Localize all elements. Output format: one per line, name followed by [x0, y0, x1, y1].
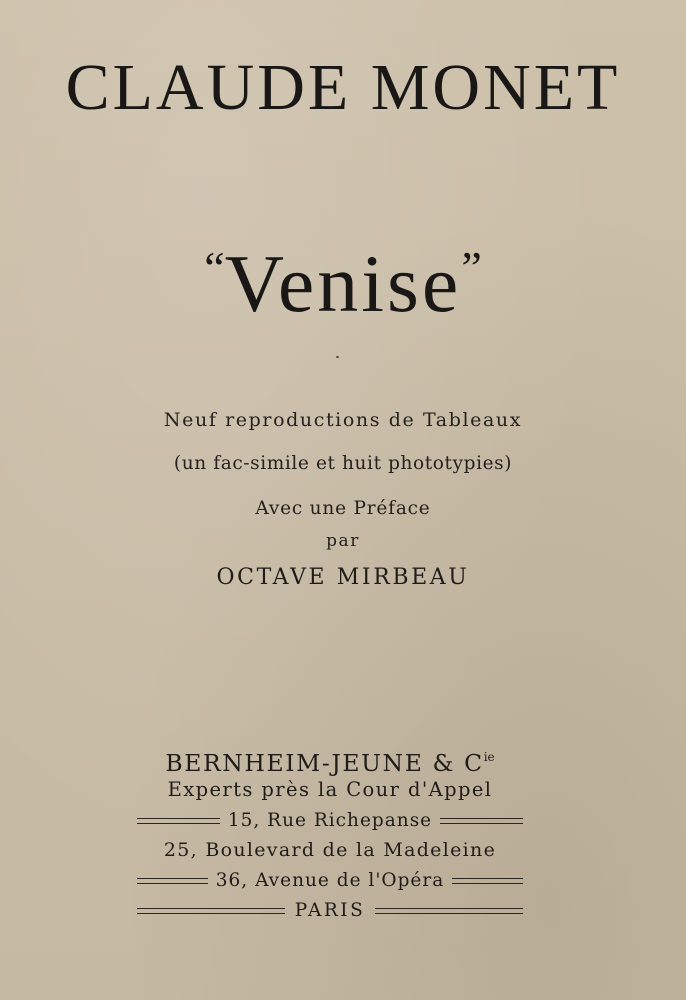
subtitle-preface: Avec une Préface: [255, 498, 431, 519]
double-rule: [137, 908, 285, 914]
double-rule: [452, 878, 523, 884]
author-name: CLAUDE MONET: [65, 51, 621, 124]
book-title-text: Venise: [224, 238, 462, 329]
address-line-opera: [137, 866, 523, 896]
double-rule: [137, 818, 220, 824]
address-richepanse: 15, Rue Richepanse: [227, 810, 433, 831]
city-line: [137, 896, 523, 926]
double-rule: [137, 878, 208, 884]
address-boulevard: 25, Boulevard de la Madeleine: [163, 839, 497, 861]
publisher-name: [137, 740, 523, 776]
publisher-imprint: [137, 740, 523, 926]
publisher-experts: Experts près la Cour d'Appel: [167, 778, 493, 801]
address-line-richepanse: [137, 806, 523, 836]
address-opera: 36, Avenue de l'Opéra: [215, 870, 445, 891]
publisher-name-superscript: ie: [483, 750, 495, 764]
open-quote: “: [204, 242, 225, 293]
publisher-name-text: BERNHEIM-JEUNE & C: [165, 749, 484, 777]
double-rule: [375, 908, 523, 914]
ink-speck: [336, 356, 339, 358]
subtitle-par: par: [326, 531, 360, 551]
subtitle-reproductions: Neuf reproductions de Tableaux: [163, 409, 523, 431]
book-title: [0, 222, 686, 330]
subtitle-facsimile: (un fac-simile et huit phototypies): [173, 453, 513, 474]
close-quote: ”: [461, 242, 482, 293]
city-paris: PARIS: [294, 900, 366, 921]
double-rule: [440, 818, 523, 824]
preface-author: OCTAVE MIRBEAU: [216, 565, 470, 590]
